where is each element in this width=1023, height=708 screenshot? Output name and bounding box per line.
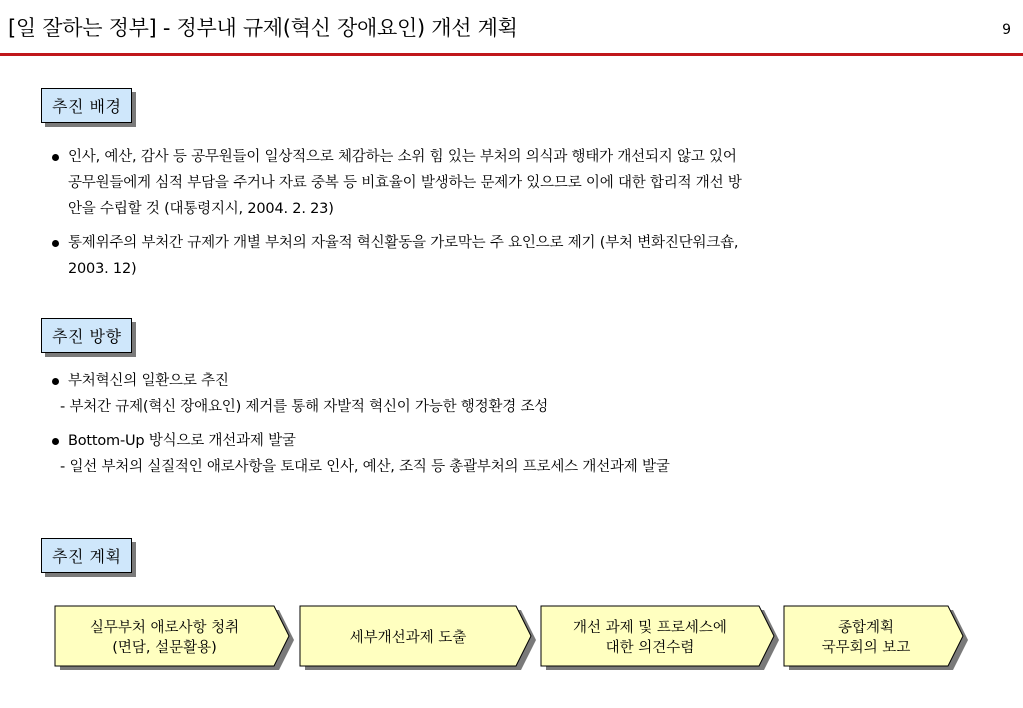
background-list <box>48 144 742 282</box>
list-item-line: 통제위주의 부처간 규제가 개별 부처의 자율적 혁신활동을 가로막는 주 요인으로 제기 (부처 변화진단워크숍, <box>68 235 739 251</box>
page-number: 9 <box>1002 22 1011 38</box>
step-label-3: 개선 과제 및 프로세스에 대한 의견수렴 <box>573 620 727 656</box>
list-item <box>48 144 742 222</box>
list-item-line: 안을 수립할 것 (대통령지시, 2004. 2. 23) <box>68 201 334 217</box>
list-item: 부처혁신의 일환으로 추진 <box>48 368 670 394</box>
list-item <box>48 230 742 282</box>
section-label-direction: 추진 방향 <box>41 318 132 353</box>
step-label-4: 종합계획 국무회의 보고 <box>821 620 911 656</box>
page-title: [일 잘하는 정부] - 정부내 규제(혁신 장애요인) 개선 계획 <box>8 16 518 40</box>
title-divider <box>0 53 1023 56</box>
list-item: Bottom-Up 방식으로 개선과제 발굴 <box>48 428 670 454</box>
step-label-1: 실무부처 애로사항 청취 (면담, 설문활용) <box>89 620 240 656</box>
list-item-sub: - 일선 부처의 실질적인 애로사항을 토대로 인사, 예산, 조직 등 총괄부처의 프로세스 개선과제 발굴 <box>60 459 670 475</box>
section-label-background: 추진 배경 <box>41 88 132 123</box>
list-item-line: 2003. 12) <box>68 261 137 277</box>
direction-list <box>48 368 670 480</box>
list-item-line: 공무원들에게 심적 부담을 주거나 자료 중복 등 비효율이 발생하는 문제가 있으므로 이에 대한 합리적 개선 방 <box>68 175 742 191</box>
step-label-2: 세부개선과제 도출 <box>349 630 467 646</box>
section-label-plan: 추진 계획 <box>41 538 132 573</box>
list-item-sub: - 부처간 규제(혁신 장애요인) 제거를 통해 자발적 혁신이 가능한 행정환경 조성 <box>60 399 549 415</box>
list-item-line: 인사, 예산, 감사 등 공무원들이 일상적으로 체감하는 소위 힘 있는 부처의 의식과 행태가 개선되지 않고 있어 <box>68 149 737 165</box>
